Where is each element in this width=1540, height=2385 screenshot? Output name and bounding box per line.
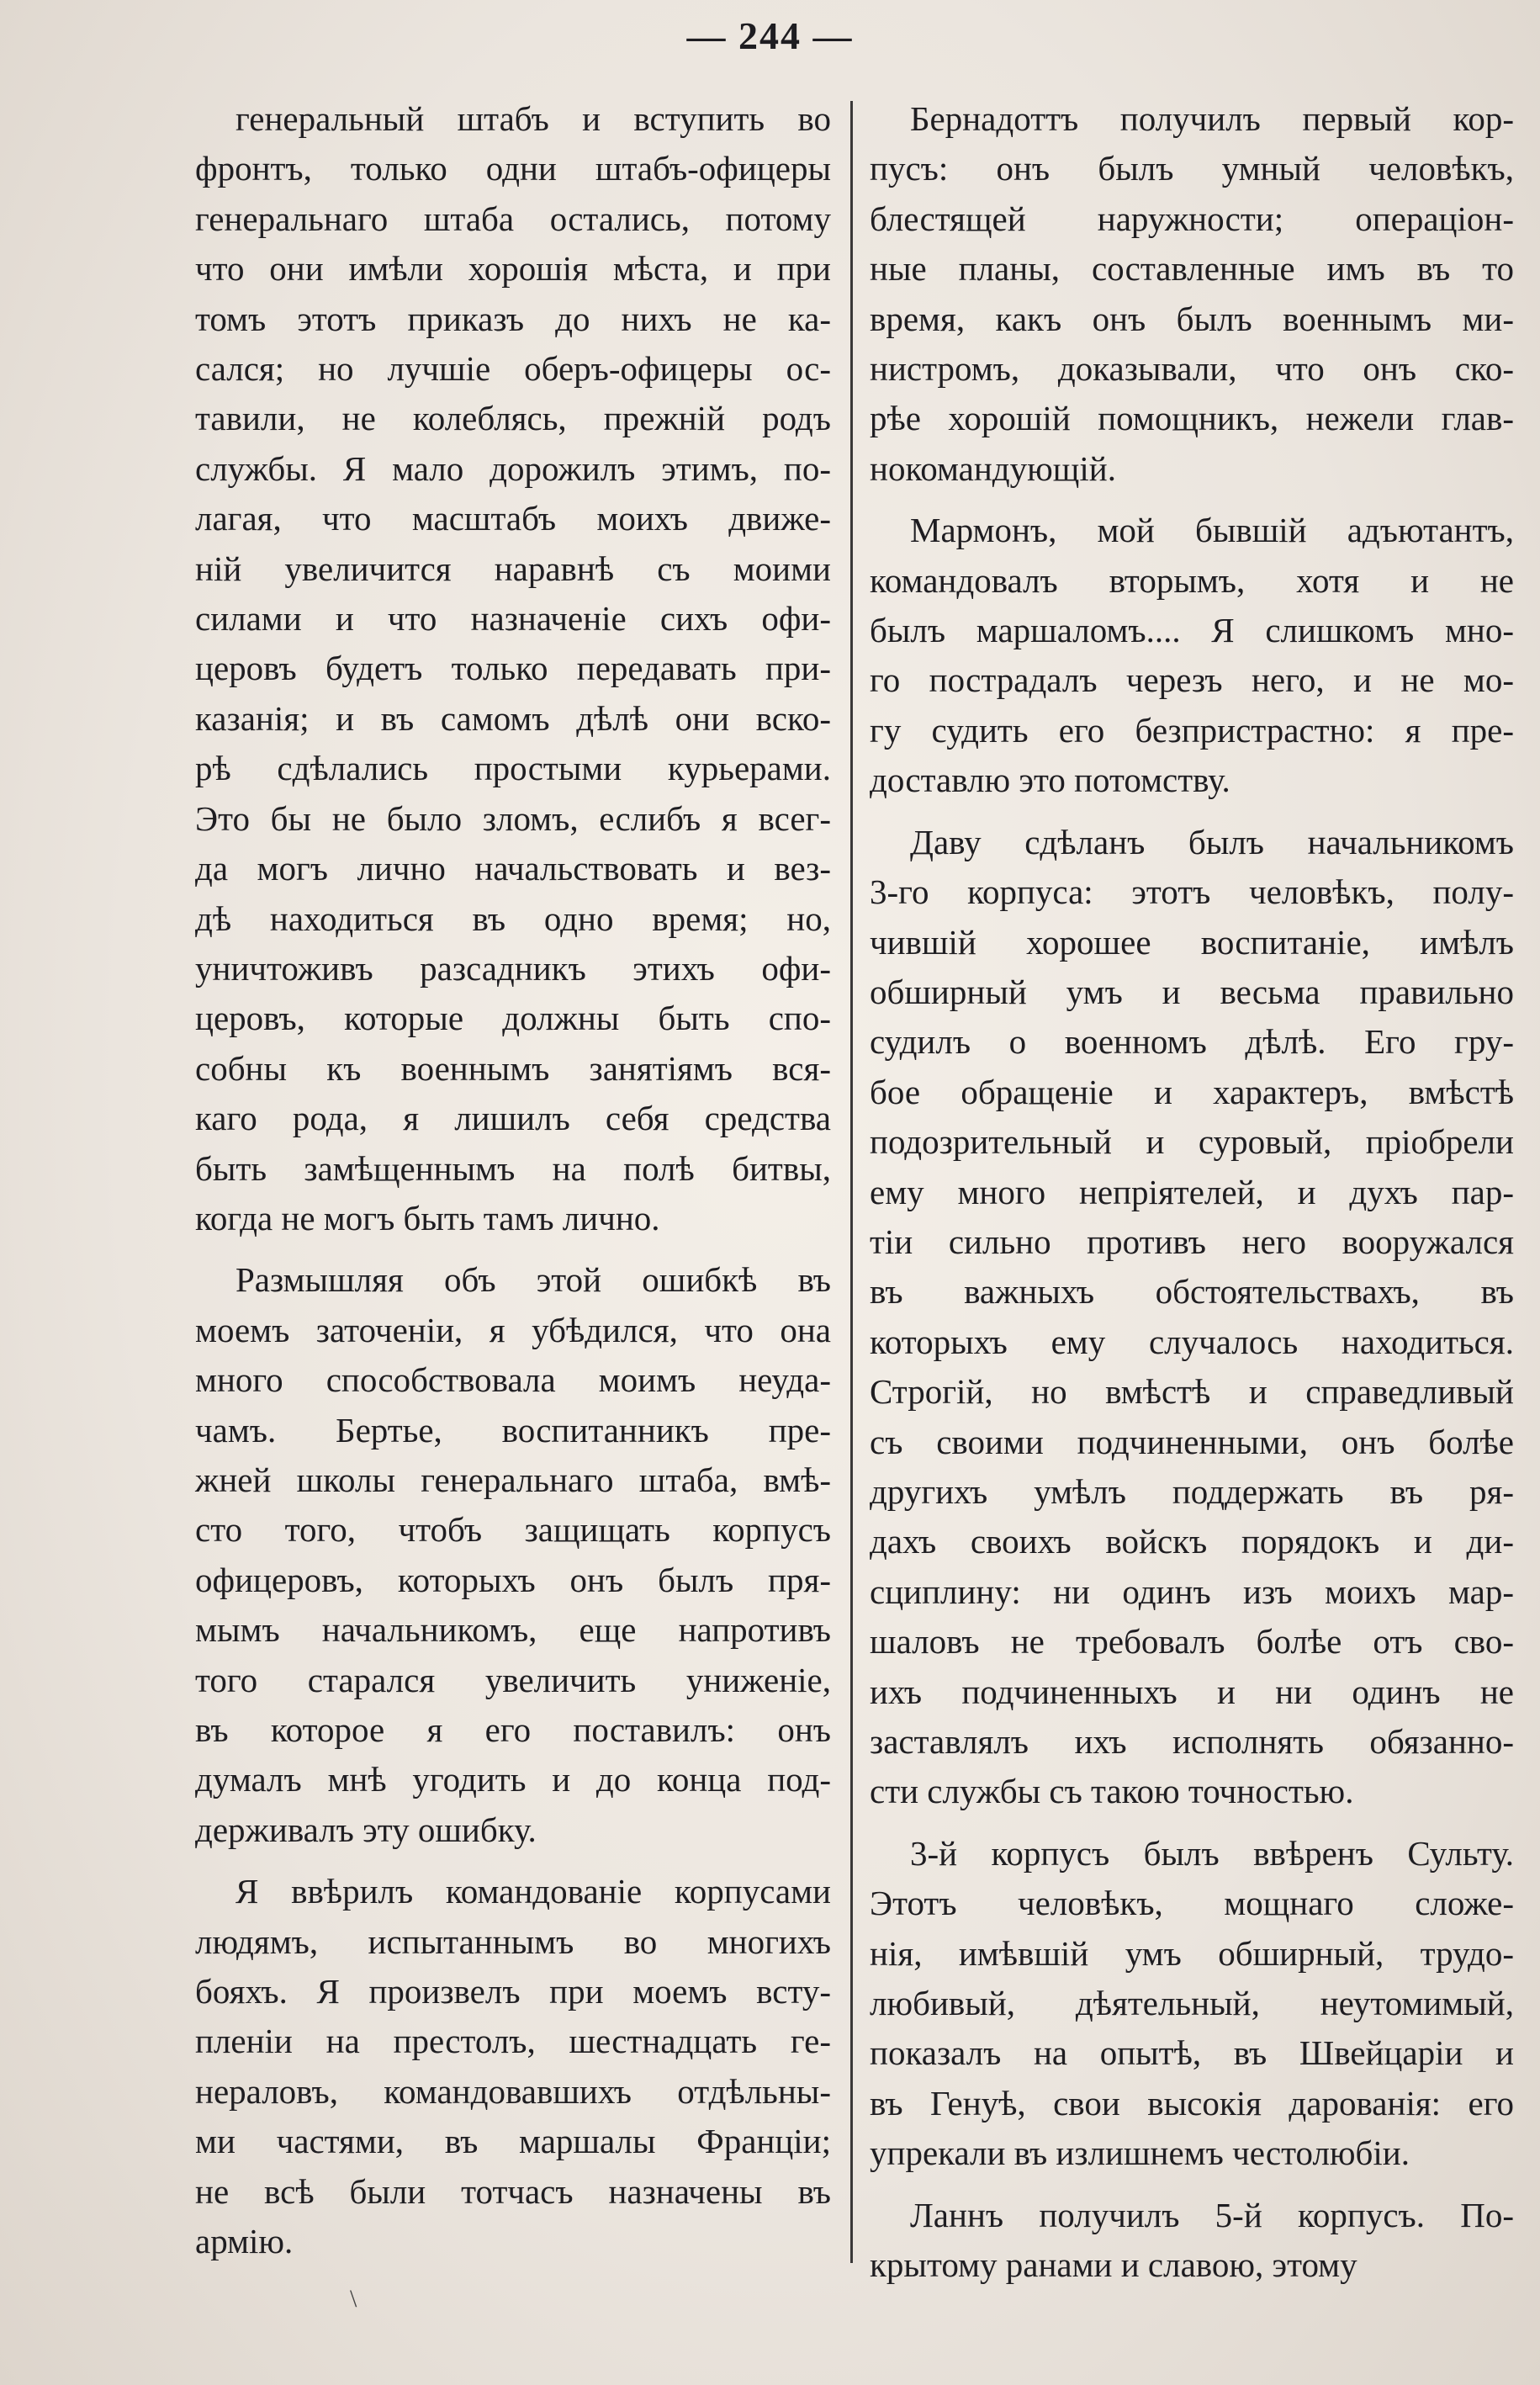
text-line: го пострадалъ черезъ него, и не мо- [870,660,1514,700]
text-line: ми частями, въ маршалы Франціи; [195,2122,831,2161]
text-line: моемъ заточеніи, я убѣдился, что она [195,1310,831,1349]
text-line: бое обращеніе и характеръ, вмѣстѣ [870,1072,1514,1111]
text-line: въ Генуѣ, свои высокія дарованія: его [870,2083,1514,2123]
text-line: съ своими подчиненными, онъ болѣе [870,1422,1514,1461]
text-line: жней школы генеральнаго штаба, вмѣ- [195,1460,831,1499]
right-column [870,94,1514,2302]
text-line: блестящей наружности; операціон- [870,199,1514,238]
text-line: крытому ранами и славою, этому [870,2245,1357,2285]
text-line: службы. Я мало дорожилъ этимъ, по- [195,448,831,488]
text-line: силами и что назначеніе сихъ офи- [195,599,831,639]
text-line: людямъ, испытаннымъ во многихъ [195,1921,831,1961]
text-line: которыхъ ему случалось находиться. [870,1322,1514,1361]
text-line: собны къ военнымъ занятіямъ вся- [195,1048,831,1088]
text-line: пусъ: онъ былъ умный человѣкъ, [870,149,1514,188]
text-line: лагая, что масштабъ моихъ движе- [195,499,831,538]
text-line: ній увеличится наравнѣ съ моими [195,549,831,588]
text-line: нокомандующій. [870,448,1116,488]
text-line: Мармонъ, мой бывшій адъютантъ, [910,511,1514,550]
text-line: того старался увеличить униженіе, [195,1660,831,1699]
text-line: сциплину: ни одинъ изъ моихъ мар- [870,1571,1514,1611]
text-line: держивалъ эту ошибку. [195,1810,537,1849]
text-line: церовъ будетъ только передавать при- [195,649,831,688]
text-line: когда не могъ быть тамъ лично. [195,1198,660,1238]
text-line: чамъ. Бертье, воспитанникъ пре- [195,1410,831,1450]
text-line: дѣ находиться въ одно время; но, [195,898,831,938]
text-line: офицеровъ, которыхъ онъ былъ пря- [195,1560,831,1599]
text-line: сался; но лучшіе оберъ-офицеры ос- [195,349,831,389]
text-line: показалъ на опытѣ, въ Швейцаріи и [870,2033,1514,2073]
text-line: нераловъ, командовавшихъ отдѣльны- [195,2071,831,2111]
text-line: 3-й корпусъ былъ ввѣренъ Сульту. [910,1833,1514,1873]
text-line: тавили, не колеблясь, прежній родъ [195,399,831,438]
text-line: мымъ начальникомъ, еще напротивъ [195,1610,831,1650]
text-line: думалъ мнѣ угодить и до конца под- [195,1760,831,1799]
paragraph [870,94,1514,494]
left-column [195,94,831,2278]
text-line: чившій хорошее воспитаніе, имѣлъ [870,922,1514,962]
text-line: томъ этотъ приказъ до нихъ не ка- [195,299,831,338]
paragraph [195,1867,831,2266]
text-line: шаловъ не требовалъ болѣе отъ сво- [870,1622,1514,1662]
text-line: доставлю это потомству. [870,761,1230,800]
text-line: 3-го корпуса: этотъ человѣкъ, полу- [870,872,1514,912]
text-line: ные планы, составленные имъ въ то [870,249,1514,289]
text-line: да могъ лично начальствовать и вез- [195,849,831,888]
text-line: Ланнъ получилъ 5-й корпусъ. По- [910,2195,1514,2234]
text-line: гу судить его безпристрастно: я пре- [870,710,1514,750]
text-line: генеральный штабъ и вступить во [235,99,831,138]
text-line: въ которое я его поставилъ: онъ [195,1710,831,1749]
text-line: ему много непріятелей, и духъ пар- [870,1172,1514,1211]
text-line: упрекали въ излишнемъ честолюбіи. [870,2133,1410,2173]
page-number: — 244 — [686,14,854,57]
text-line: дахъ своихъ войскъ порядокъ и ди- [870,1522,1514,1561]
text-line: рѣе хорошій помощникъ, нежели глав- [870,399,1514,438]
text-line: нія, имѣвшій умъ обширный, трудо- [870,1933,1514,1973]
text-line: ихъ подчиненныхъ и ни одинъ не [870,1672,1514,1711]
text-line: генеральнаго штаба остались, потому [195,199,831,238]
paragraph [195,94,831,1243]
paragraph [870,818,1514,1817]
text-line: каго рода, я лишилъ себя средства [195,1099,831,1138]
text-line: Это бы не было зломъ, еслибъ я всег- [195,798,831,838]
text-line: заставлялъ ихъ исполнять обязанно- [870,1722,1514,1761]
text-line: Строгій, но вмѣстѣ и справедливый [870,1372,1514,1412]
text-line: Размышляя объ этой ошибкѣ въ [235,1260,831,1300]
text-line: обширный умъ и весьма правильно [870,972,1514,1011]
text-line: что они имѣли хорошія мѣста, и при [195,249,831,289]
text-line: Даву сдѣланъ былъ начальникомъ [910,822,1514,861]
text-line: много способствовала моимъ неуда- [195,1360,831,1400]
text-line: сти службы съ такою точностью. [870,1772,1354,1811]
text-line: церовъ, которые должны быть спо- [195,999,831,1038]
paragraph [870,2191,1514,2291]
text-line: былъ маршаломъ.... Я слишкомъ мно- [870,611,1514,650]
text-line: любивый, дѣятельный, неутомимый, [870,1984,1514,2023]
text-line: Бернадоттъ получилъ первый кор- [910,99,1514,138]
text-line: Этотъ человѣкъ, мощнаго сложе- [870,1884,1514,1923]
text-line: казанія; и въ самомъ дѣлѣ они вско- [195,698,831,738]
text-line: тіи сильно противъ него вооружался [870,1222,1514,1261]
paragraph [870,506,1514,805]
text-line: рѣ сдѣлались простыми курьерами. [195,749,831,788]
text-line: командовалъ вторымъ, хотя и не [870,560,1514,600]
text-line: другихъ умѣлъ поддержать въ ря- [870,1471,1514,1511]
text-line: пленіи на престолъ, шестнадцать ге- [195,2022,831,2061]
text-line: время, какъ онъ былъ военнымъ ми- [870,299,1514,338]
paragraph [195,1255,831,1855]
column-divider [850,101,853,2263]
text-line: быть замѣщеннымъ на полѣ битвы, [195,1148,831,1188]
text-line: судилъ о военномъ дѣлѣ. Его гру- [870,1022,1514,1062]
text-line: уничтоживъ разсадникъ этихъ офи- [195,948,831,988]
text-line: нистромъ, доказывали, что онъ ско- [870,349,1514,389]
paragraph [870,1829,1514,2179]
text-line: бояхъ. Я произвелъ при моемъ всту- [195,1972,831,2011]
text-line: не всѣ были тотчасъ назначены въ [195,2171,831,2211]
text-line: въ важныхъ обстоятельствахъ, въ [870,1272,1514,1312]
text-line: Я ввѣрилъ командованіе корпусами [235,1872,831,1911]
text-line: подозрительный и суровый, пріобрели [870,1122,1514,1162]
stray-mark: \ [350,2285,357,2313]
text-line: армію. [195,2222,294,2261]
text-line: фронтъ, только одни штабъ-офицеры [195,149,831,188]
text-line: сто того, чтобъ защищать корпусъ [195,1510,831,1550]
